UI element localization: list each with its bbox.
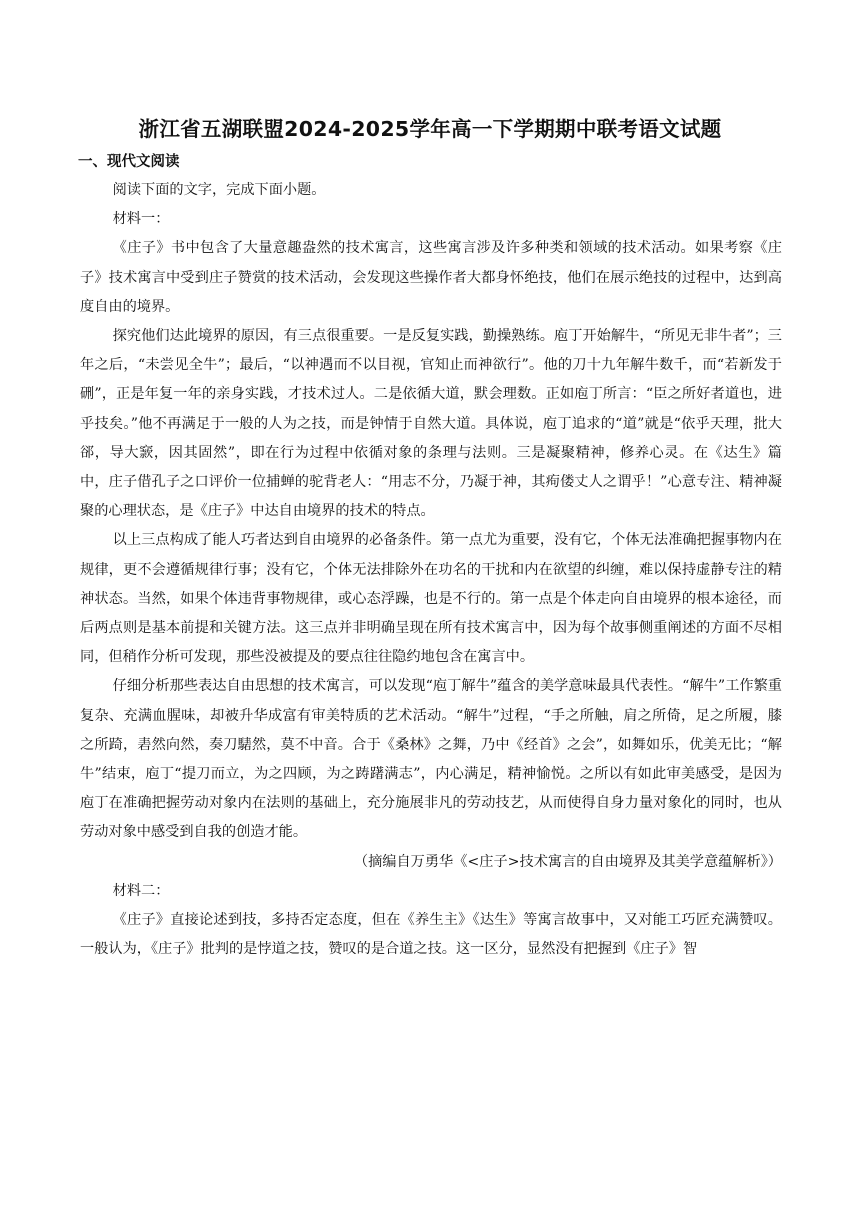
material1-paragraph: 以上三点构成了能人巧者达到自由境界的必备条件。第一点尤为重要，没有它，个体无法准确把握事物内在规律，更不会遵循规律行事；没有它，个体无法排除外在功名的干扰和内在欲望的纠缠，难以保持虚静专注的精神状态。当然，如果个体违背事物规律，或心态浮躁，也是不行的。第一点是个体走向自由境界的根本途径，而后两点则是基本前提和关键方法。这三点并非明确呈现在所有技术寓言中，因为每个故事侧重阐述的方面不尽相同，但稍作分析可发现，那些没被提及的要点往往隐约地包含在寓言中。 <box>80 532 782 666</box>
material1-label: 材料一： <box>112 211 170 228</box>
material1-source: （摘编自万勇华《<庄子>技术寓言的自由境界及其美学意蕴解析》） <box>353 853 782 870</box>
instruction-text: 阅读下面的文字，完成下面小题。 <box>112 182 326 198</box>
material1-paragraph: 仔细分析那些表达自由思想的技术寓言，可以发现“庖丁解牛”蕴含的美学意味最具代表性。“解牛”工作繁重复杂、充满血腥味，却被升华成富有审美特质的艺术活动。“解牛”过程，“手之所触，肩之所倚，足之所履，膝之所踦，砉然向然，奏刀騞然，莫不中音。合于《桑林》之舞，乃中《经首》之会”，如舞如乐，优美无比；“解牛”结束，庖丁“提刀而立，为之四顾，为之踌躇满志”，内心满足，精神愉悦。之所以有如此审美感受，是因为庖丁在准确把握劳动对象内在法则的基础上，充分施展非凡的劳动技艺，从而使得自身力量对象化的同时，也从劳动对象中感受到自我的创造才能。 <box>80 678 782 841</box>
material2-label: 材料二： <box>112 882 170 899</box>
document-title: 浙江省五湖联盟2024-2025学年高一下学期期中联考语文试题 <box>138 117 722 141</box>
material1-paragraph: 《庄子》书中包含了大量意趣盎然的技术寓言，这些寓言涉及许多种类和领域的技术活动。如果考察《庄子》技术寓言中受到庄子赞赏的技术活动，会发现这些操作者大都身怀绝技，他们在展示绝技的过程中，达到高度自由的境界。 <box>80 240 782 315</box>
document-body <box>80 176 782 964</box>
section-heading: 一、现代文阅读 <box>78 154 180 170</box>
material2-paragraph: 《庄子》直接论述到技，多持否定态度，但在《养生主》《达生》等寓言故事中，又对能工巧匠充满赞叹。一般认为，《庄子》批判的是悖道之技，赞叹的是合道之技。这一区分，显然没有把握到《庄子》智 <box>80 912 782 958</box>
material1-paragraph: 探究他们达此境界的原因，有三点很重要。一是反复实践，勤操熟练。庖丁开始解牛，“所见无非牛者”；三年之后，“未尝见全牛”；最后，“以神遇而不以目视，官知止而神欲行”。他的刀十九年解牛数千，而“若新发于硎”，正是年复一年的亲身实践，才技术过人。二是依循大道，默会理数。正如庖丁所言：“臣之所好者道也，进乎技矣。”他不再满足于一般的人为之技，而是钟情于自然大道。具体说，庖丁追求的“道”就是“依乎天理，批大郤，导大窾，因其固然”，即在行为过程中依循对象的条理与法则。三是凝聚精神，修养心灵。在《达生》篇中，庄子借孔子之口评价一位捕蝉的驼背老人：“用志不分，乃凝于神，其痀偻丈人之谓乎！”心意专注、精神凝聚的心理状态，是《庄子》中达自由境界的技术的特点。 <box>80 328 782 520</box>
